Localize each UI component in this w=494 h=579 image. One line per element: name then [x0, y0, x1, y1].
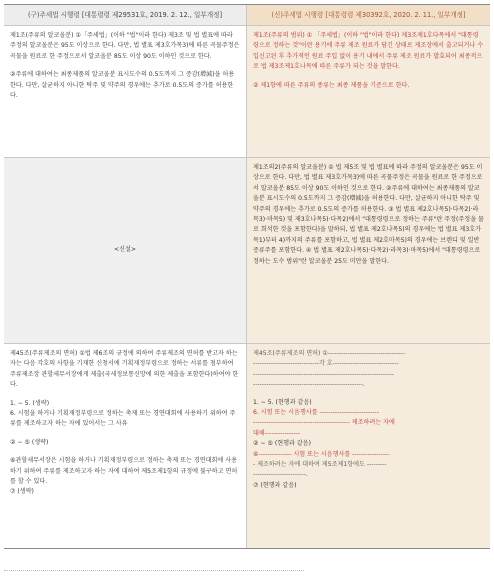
old-article-text: ⑥관할세무서장은 시험을 하거나 기획재정부령으로 정하는 축제 또는 경연대회에 사용하기 위하여 주류를 제조하고자 하는 자에 대하여 제5조제1항의 규정에 불구하고 면허를 할 수 있다. — [10, 457, 238, 486]
comparison-table — [4, 4, 490, 549]
new-article-line: ------------------------------각 호------------------------------ — [253, 360, 399, 368]
old-article-text: 제1조(주류의 알코올분) ①「주세법」(이하 "법"이라 한다) 제3조 및 법 별표에 따라 주정의 알코올분은 95도 이상으로 한다. 다만, 법 별표 제3호가목3)에 따른 곡물주정은 곡물을 원료로 한 주정으로서 알코올분 85도 이상 90도 이하인 것으로 한다. — [10, 32, 240, 60]
footer-divider — [4, 570, 304, 573]
table-row — [4, 26, 490, 158]
new-law-cell — [247, 158, 490, 343]
spacer — [253, 391, 484, 398]
old-law-header: (구)주세법 시행령 [대통령령 제29531호, 2019. 2. 12., 일부개정] — [4, 5, 247, 25]
old-law-cell — [4, 26, 247, 157]
old-article-text: ⑦ (생략) — [10, 488, 34, 496]
new-article-text: ② 제1항에 따른 주류의 종류는 최종 제품을 기준으로 한다. — [253, 81, 410, 89]
old-article-text: ②주류에 대하여는 최종제품의 알코올분 표시도수의 0.5도까지 그 증감(增減)을 허용한다. 다만, 살균하지 아니한 탁주 및 약주의 경우에는 추가로 0.5도의 증가를 허용한다. — [10, 71, 235, 100]
new-article-line: ② ∼ ⑤ (현행과 같음) — [253, 440, 311, 448]
table-header-row — [4, 5, 490, 26]
new-article-text: 제1조(주류의 범위) ① 「주세법」(이하 "법"이라 한다) 제3조제1호다목에서 "대통령령으로 정하는 것"이란 용기에 주류 제조 원료가 담긴 상태로 제조장에서 출고되거나 수입신고된 후 추가적인 원료 주입 없이 용기 내에서 주류 제조 원료가 발효되어 최종적으로 법 제3조제1호나목에 따른 주류가 되는 것을 말한다. — [253, 32, 484, 71]
old-article-text: ② ∼ ⑤ (생략) — [10, 438, 49, 446]
new-law-header: (신)주세법 시행령 [대통령령 제30392호, 2020. 2. 11., 일부개정] — [247, 5, 490, 25]
new-law-cell — [247, 344, 490, 548]
old-law-cell — [4, 344, 247, 548]
new-article-line: ------------------------. — [253, 471, 308, 479]
new-article-line: - 제조하려는 자에 대하여 제5조제1항에도 --------- — [253, 461, 387, 469]
new-article-line: ---------------------------------------------------------------- — [253, 370, 394, 378]
new-article-line: ⑥--------------- 시험 또는 시음행사를 ----------------- — [253, 450, 390, 458]
new-article-line: 1. ∼ 5. (현행과 같음) — [253, 398, 312, 406]
table-row — [4, 344, 490, 548]
new-article-line: 대해---------------- — [253, 429, 300, 437]
new-article-line: -------------------------------------------- 제조하려는 자에 — [253, 419, 395, 427]
new-article-line: ⑦ (현행과 같음) — [253, 481, 297, 489]
new-article-text: 제1조의2(주류의 알코올분) ① 법 제5조 및 법 별표에 따라 주정의 알코올분은 95도 이상으로 한다. 다만, 법 별표 제3호가목3)에 따른 곡물주정은 곡물을 원료로 한 주정으로서 알코올분 85도 이상 90도 이하인 것으로 한다. ②주류에 대하여는 최종제품의 알코올분 표시도수의 0.5도까지 그 증감(增減)을 허용한다. 다만, 살균하지 아니한 탁주 및 약주의 경우에는 추가로 0.5도의 증가를 허용한다. ③ 법 별표 제2호나목5)·다목2)·라목3)·마목5) 및 제3호나목5)·다목2)에서 "대통령령으로 정하는 주류"란 주정(주정을 물로 희석한 것을 포함한다)을 말하되, 법 별표 제2호나목5)의 경우에는 법 별표 제3호가목1)부터 4)까지의 주류를 포함하고, 법 별표 제2호마목5)의 경우에는 브랜디 및 일반증류주를 포함한다. ④ 법 별표 제2호나목5)·다목2)·라목3)·마목5)에서 "대통령령으로 정하는 도수 범위"란 알코올분 25도 미만을 말한다. — [253, 164, 484, 265]
old-article-text: 1. ∼ 5. (생략) — [10, 399, 50, 407]
new-law-cell — [247, 26, 490, 157]
old-article-text: 제45조(주류제조의 면허) ①법 제6조의 규정에 의하여 주류제조의 면허를 받고자 하는 자는 다음 각호의 사항을 기재한 신청서에 기획재정부령으로 정하는 서류를 첨부하여 주류제조장 관할세무서장에게 제출(국세정보통신망에 의한 제출을 포함한다)하여야 한다. — [10, 350, 239, 389]
table-row — [4, 158, 490, 344]
new-provision-marker: <신설> — [114, 246, 136, 254]
new-article-line: 6. 시험 또는 시음행사를 --------------------------- — [253, 409, 379, 417]
new-article-line: 제45조(주류제조의 면허) ①----------------------------------- — [253, 350, 405, 357]
old-article-text: 6. 시험을 하거나 기획재정부령으로 정하는 축제 또는 경연대회에 사용하기 위하여 주류를 제조하고자 하는 자에 있어서는 그 사유 — [10, 410, 236, 428]
new-article-line: --------------------------------------------------. — [253, 381, 365, 389]
old-law-cell — [4, 158, 247, 343]
